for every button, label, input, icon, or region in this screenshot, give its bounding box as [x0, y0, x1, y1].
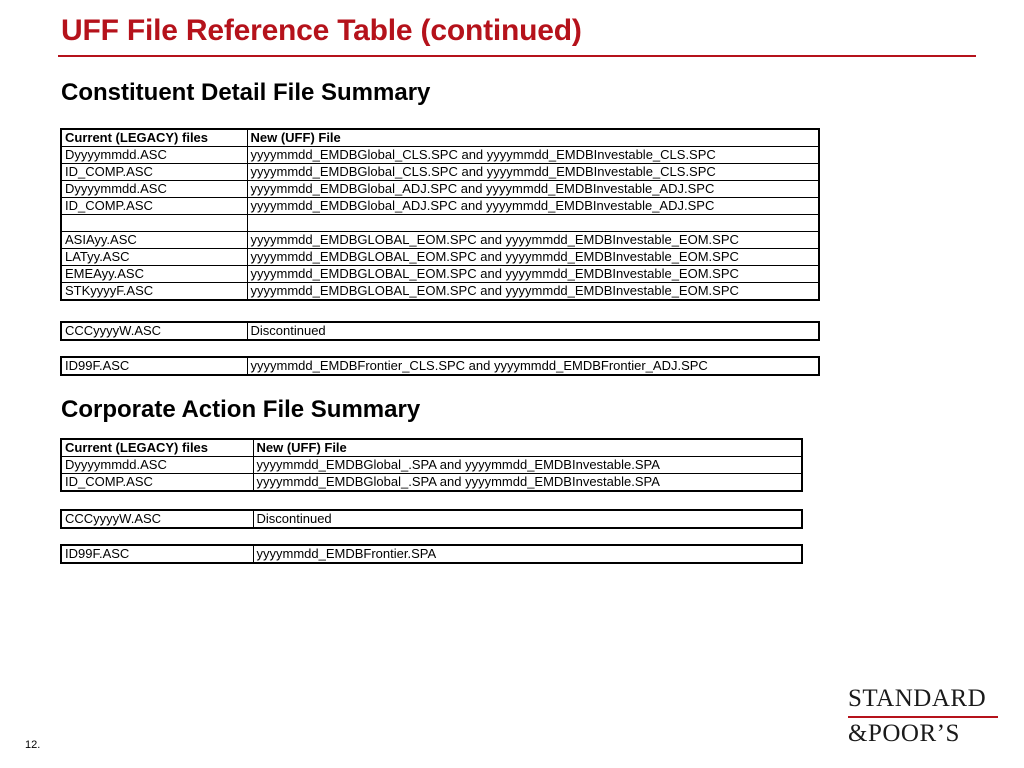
- legacy-file-cell: ID99F.ASC: [61, 357, 247, 375]
- legacy-file-cell: [61, 215, 247, 232]
- table-row: [61, 198, 819, 215]
- constituent-table: [60, 128, 820, 301]
- table-row: [61, 249, 819, 266]
- table-row: [61, 164, 819, 181]
- uff-file-cell: Discontinued: [253, 510, 802, 528]
- uff-file-cell: yyyymmdd_EMDBGlobal_.SPA and yyyymmdd_EMDBInvestable.SPA: [253, 474, 802, 492]
- legacy-file-cell: LATyy.ASC: [61, 249, 247, 266]
- legacy-file-cell: CCCyyyyW.ASC: [61, 510, 253, 528]
- table-row: [61, 510, 802, 528]
- page-number: 12.: [25, 739, 41, 751]
- table-row: [61, 322, 819, 340]
- table-row: [61, 474, 802, 492]
- uff-file-cell: yyyymmdd_EMDBGlobal_CLS.SPC and yyyymmdd_EMDBInvestable_CLS.SPC: [247, 147, 819, 164]
- legacy-file-cell: ID_COMP.ASC: [61, 474, 253, 492]
- constituent-discontinued-table: [60, 321, 820, 341]
- table-row: [61, 457, 802, 474]
- slide-title: UFF File Reference Table (continued): [61, 14, 582, 47]
- standard-and-poors-logo: [848, 685, 1004, 751]
- constituent-frontier-table: [60, 356, 820, 376]
- uff-file-cell: yyyymmdd_EMDBGLOBAL_EOM.SPC and yyyymmdd_EMDBInvestable_EOM.SPC: [247, 266, 819, 283]
- table-row: [61, 181, 819, 198]
- header-new-uff-file: New (UFF) File: [247, 129, 819, 147]
- legacy-file-cell: ID99F.ASC: [61, 545, 253, 563]
- table-row: [61, 232, 819, 249]
- table-header-row: [61, 129, 819, 147]
- logo-line-1: STANDARD: [848, 685, 987, 712]
- uff-file-cell: yyyymmdd_EMDBGLOBAL_EOM.SPC and yyyymmdd_EMDBInvestable_EOM.SPC: [247, 249, 819, 266]
- corporate-action-section-heading: Corporate Action File Summary: [61, 396, 421, 423]
- uff-file-cell: yyyymmdd_EMDBGLOBAL_EOM.SPC and yyyymmdd_EMDBInvestable_EOM.SPC: [247, 232, 819, 249]
- header-legacy-files: Current (LEGACY) files: [61, 439, 253, 457]
- legacy-file-cell: EMEAyy.ASC: [61, 266, 247, 283]
- uff-file-cell: yyyymmdd_EMDBFrontier.SPA: [253, 545, 802, 563]
- uff-file-cell: yyyymmdd_EMDBFrontier_CLS.SPC and yyyymmdd_EMDBFrontier_ADJ.SPC: [247, 357, 819, 375]
- header-legacy-files: Current (LEGACY) files: [61, 129, 247, 147]
- table-row: [61, 147, 819, 164]
- header-new-uff-file: New (UFF) File: [253, 439, 802, 457]
- table-row: [61, 266, 819, 283]
- legacy-file-cell: Dyyyymmdd.ASC: [61, 147, 247, 164]
- legacy-file-cell: Dyyyymmdd.ASC: [61, 181, 247, 198]
- constituent-section-heading: Constituent Detail File Summary: [61, 79, 431, 106]
- table-row: [61, 283, 819, 301]
- legacy-file-cell: Dyyyymmdd.ASC: [61, 457, 253, 474]
- legacy-file-cell: STKyyyyF.ASC: [61, 283, 247, 301]
- uff-file-cell: yyyymmdd_EMDBGLOBAL_EOM.SPC and yyyymmdd_EMDBInvestable_EOM.SPC: [247, 283, 819, 301]
- uff-file-cell: Discontinued: [247, 322, 819, 340]
- title-underline: [58, 55, 976, 57]
- uff-file-cell: yyyymmdd_EMDBGlobal_ADJ.SPC and yyyymmdd_EMDBInvestable_ADJ.SPC: [247, 181, 819, 198]
- uff-file-cell: yyyymmdd_EMDBGlobal_ADJ.SPC and yyyymmdd_EMDBInvestable_ADJ.SPC: [247, 198, 819, 215]
- uff-file-cell: [247, 215, 819, 232]
- table-row-empty: [61, 215, 819, 232]
- corporate-frontier-table: [60, 544, 803, 564]
- table-row: [61, 545, 802, 563]
- uff-file-cell: yyyymmdd_EMDBGlobal_CLS.SPC and yyyymmdd_EMDBInvestable_CLS.SPC: [247, 164, 819, 181]
- uff-file-cell: yyyymmdd_EMDBGlobal_.SPA and yyyymmdd_EMDBInvestable.SPA: [253, 457, 802, 474]
- legacy-file-cell: ID_COMP.ASC: [61, 198, 247, 215]
- legacy-file-cell: CCCyyyyW.ASC: [61, 322, 247, 340]
- legacy-file-cell: ID_COMP.ASC: [61, 164, 247, 181]
- legacy-file-cell: ASIAyy.ASC: [61, 232, 247, 249]
- logo-divider: [848, 716, 998, 718]
- table-row: [61, 357, 819, 375]
- corporate-discontinued-table: [60, 509, 803, 529]
- corporate-action-table: [60, 438, 803, 492]
- table-header-row: [61, 439, 802, 457]
- logo-line-2: &POOR’S: [848, 720, 960, 747]
